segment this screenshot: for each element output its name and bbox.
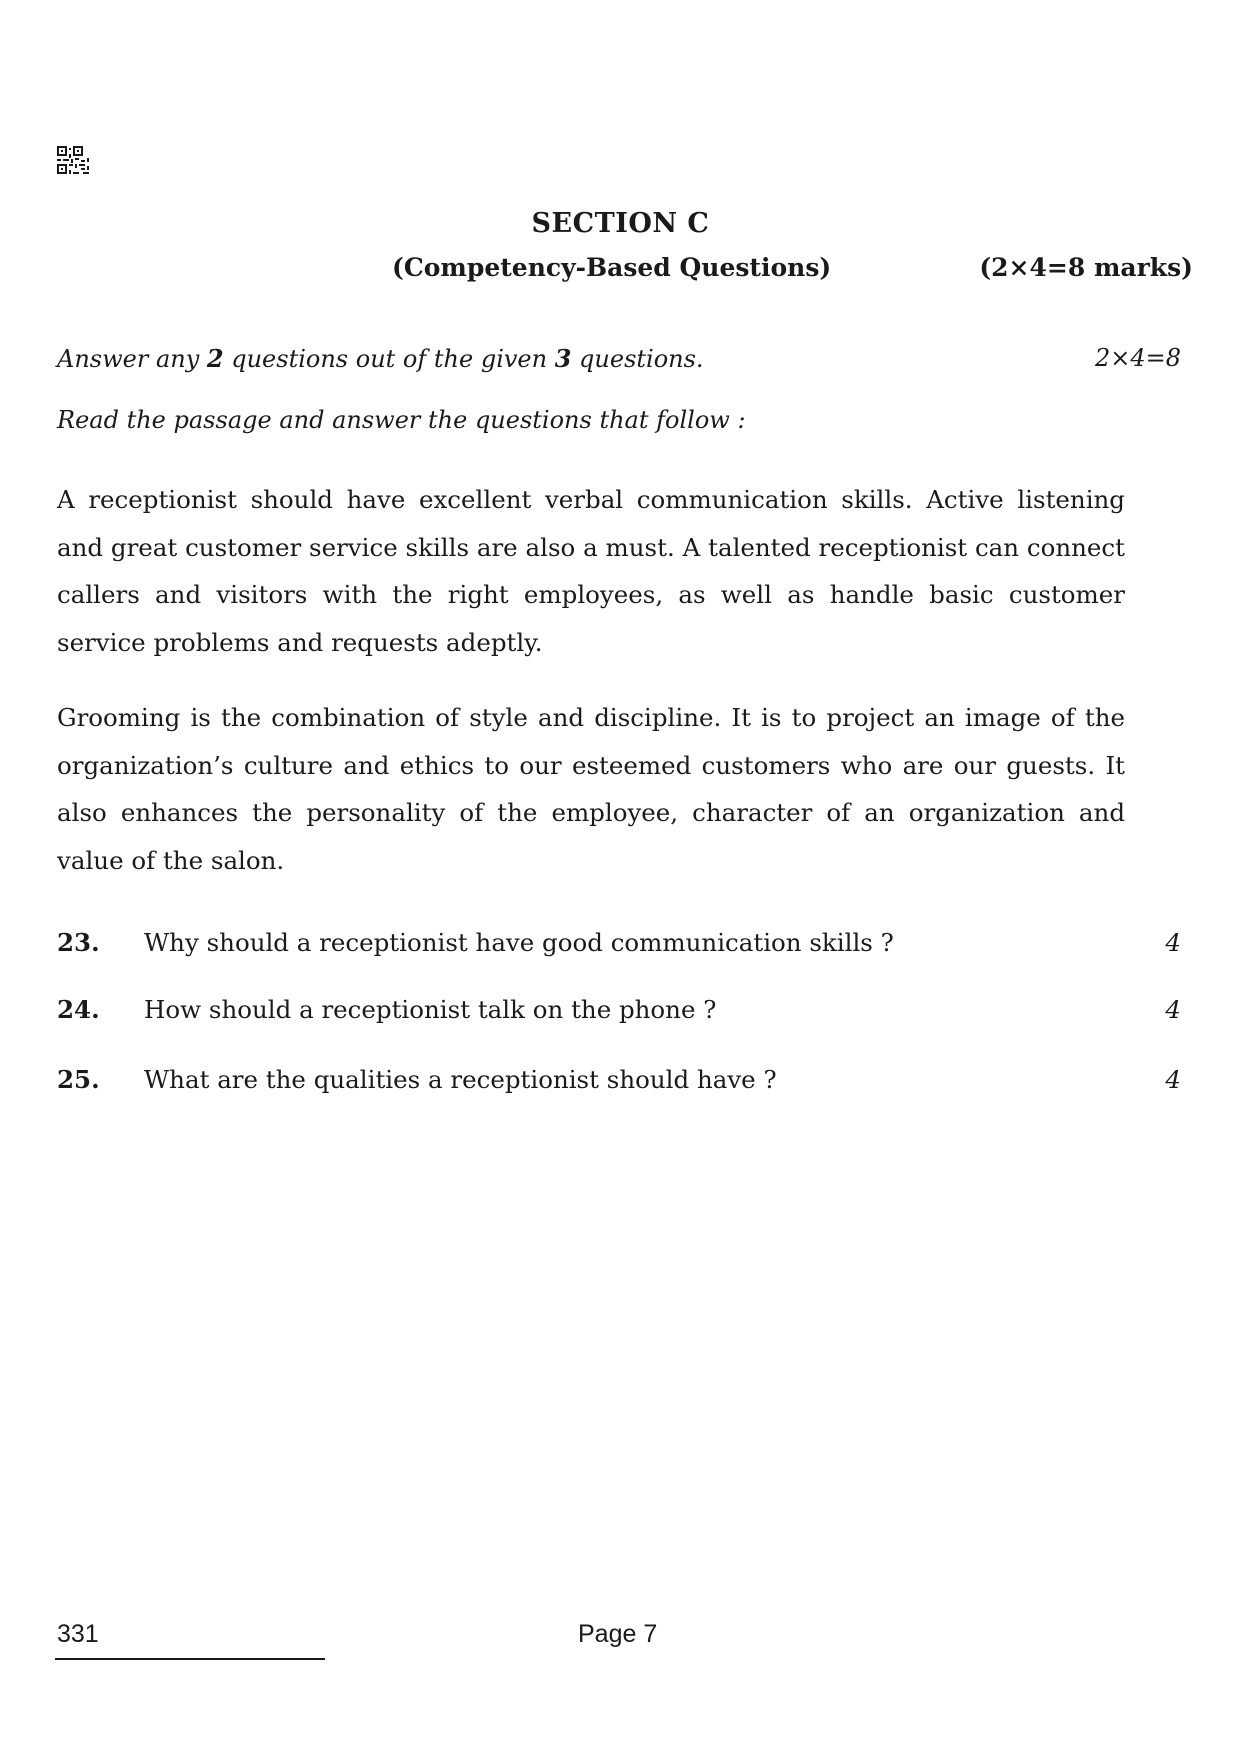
- question-24: [57, 995, 1181, 1035]
- question-marks: 4: [1165, 995, 1181, 1024]
- qr-code-icon: [57, 146, 91, 176]
- passage-paragraph-1: A receptionist should have excellent verbal communication skills. Active listening and great customer service skills are also a must. A talented receptionist can connect callers and visitors with the right employees, as well as handle basic customer service problems and requests adeptly.: [57, 485, 1125, 657]
- answer-instruction: Answer any 2 questions out of the given 3 questions.: [57, 344, 704, 373]
- question-marks: 4: [1165, 928, 1181, 957]
- section-marks: (2×4=8 marks): [979, 253, 1193, 282]
- section-title: SECTION C: [531, 208, 710, 239]
- paper-code: 331: [57, 1620, 99, 1648]
- question-text: What are the qualities a receptionist should have ?: [144, 1065, 777, 1094]
- read-instruction: Read the passage and answer the questions that follow :: [57, 406, 746, 434]
- question-number: 25.: [57, 1065, 100, 1094]
- section-subtitle: (Competency-Based Questions): [392, 253, 832, 282]
- instruction-marks: 2×4=8: [1094, 344, 1181, 372]
- question-number: 24.: [57, 995, 100, 1024]
- question-23: [57, 928, 1181, 968]
- question-marks: 4: [1165, 1065, 1181, 1094]
- page-number: Page 7: [578, 1620, 658, 1648]
- passage-paragraph-2: Grooming is the combination of style and discipline. It is to project an image of the organization’s culture and ethics to our esteemed customers who are our guests. It also enhances the personality of the employee, character of an organization and value of the salon.: [57, 703, 1125, 875]
- question-text: Why should a receptionist have good communication skills ?: [144, 928, 894, 957]
- question-number: 23.: [57, 928, 100, 957]
- question-text: How should a receptionist talk on the phone ?: [144, 995, 717, 1024]
- question-25: [57, 1065, 1181, 1105]
- footer-rule: [55, 1658, 325, 1660]
